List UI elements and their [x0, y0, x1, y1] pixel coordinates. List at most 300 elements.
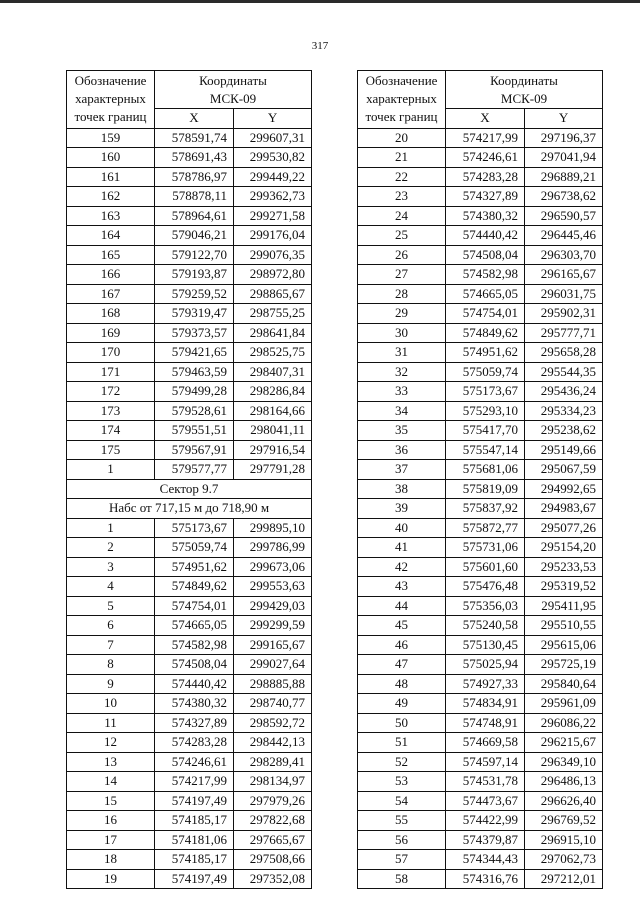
- header-line: Обозначение: [365, 73, 438, 89]
- x-coordinate-cell: 574246,61: [155, 752, 234, 772]
- point-id-cell: 160: [67, 148, 155, 168]
- x-coordinate-cell: 579259,52: [155, 284, 234, 304]
- point-id-cell: 168: [67, 304, 155, 324]
- x-coordinate-cell: 575059,74: [155, 538, 234, 558]
- y-coordinate-cell: 299429,03: [234, 596, 312, 616]
- y-coordinate-cell: 299449,22: [234, 167, 312, 187]
- x-coordinate-cell: 574951,62: [155, 557, 234, 577]
- y-coordinate-cell: 295436,24: [525, 382, 603, 402]
- header-row: [358, 71, 603, 109]
- x-coordinate-cell: 574246,61: [446, 148, 525, 168]
- table-row: [358, 148, 603, 168]
- y-coordinate-cell: 296915,10: [525, 830, 603, 850]
- point-id-cell: 40: [358, 518, 446, 538]
- table-row: [358, 733, 603, 753]
- x-coordinate-cell: 579193,87: [155, 265, 234, 285]
- point-id-cell: 169: [67, 323, 155, 343]
- y-coordinate-cell: 295961,09: [525, 694, 603, 714]
- table-row: [358, 479, 603, 499]
- y-coordinate-cell: 296349,10: [525, 752, 603, 772]
- table-row: [67, 850, 312, 870]
- point-id-cell: 32: [358, 362, 446, 382]
- point-id-cell: 17: [67, 830, 155, 850]
- x-coordinate-cell: 575601,60: [446, 557, 525, 577]
- point-id-cell: 164: [67, 226, 155, 246]
- table-row: [358, 226, 603, 246]
- point-id-cell: 19: [67, 869, 155, 889]
- x-coordinate-cell: 574508,04: [446, 245, 525, 265]
- point-id-cell: 162: [67, 187, 155, 207]
- point-id-cell: 53: [358, 772, 446, 792]
- table-row: [358, 460, 603, 480]
- table-row: [358, 421, 603, 441]
- table-row: [358, 206, 603, 226]
- point-id-cell: 27: [358, 265, 446, 285]
- y-coordinate-cell: 298740,77: [234, 694, 312, 714]
- coordinates-header: [446, 71, 603, 109]
- table-row: [67, 791, 312, 811]
- x-coordinate-cell: 574185,17: [155, 811, 234, 831]
- table-row: [67, 694, 312, 714]
- x-coordinate-cell: 574582,98: [155, 635, 234, 655]
- y-coordinate-cell: 299530,82: [234, 148, 312, 168]
- point-id-cell: 57: [358, 850, 446, 870]
- point-id-cell: 11: [67, 713, 155, 733]
- point-id-cell: 12: [67, 733, 155, 753]
- x-coordinate-cell: 575173,67: [155, 518, 234, 538]
- y-coordinate-cell: 299271,58: [234, 206, 312, 226]
- point-id-cell: 23: [358, 187, 446, 207]
- y-coordinate-cell: 297979,26: [234, 791, 312, 811]
- table-row: [358, 284, 603, 304]
- table-row: [67, 635, 312, 655]
- table-row: [67, 772, 312, 792]
- y-coordinate-cell: 296031,75: [525, 284, 603, 304]
- table-row: [67, 382, 312, 402]
- x-coordinate-cell: 574316,76: [446, 869, 525, 889]
- point-id-cell: 159: [67, 128, 155, 148]
- table-row: [358, 791, 603, 811]
- table-row: [67, 167, 312, 187]
- y-coordinate-cell: 297196,37: [525, 128, 603, 148]
- x-coordinate-cell: 574283,28: [446, 167, 525, 187]
- table-row: [358, 167, 603, 187]
- table-row: [67, 596, 312, 616]
- table-row: [358, 811, 603, 831]
- point-id-cell: 48: [358, 674, 446, 694]
- table-row: [358, 616, 603, 636]
- table-row: [67, 148, 312, 168]
- y-coordinate-cell: 295233,53: [525, 557, 603, 577]
- point-id-cell: 2: [67, 538, 155, 558]
- coordinates-header: [155, 71, 312, 109]
- x-coordinate-cell: 579373,57: [155, 323, 234, 343]
- y-coordinate-cell: 297062,73: [525, 850, 603, 870]
- x-coordinate-cell: 574283,28: [155, 733, 234, 753]
- y-coordinate-cell: 298972,80: [234, 265, 312, 285]
- y-coordinate-cell: 297822,68: [234, 811, 312, 831]
- y-coordinate-cell: 296738,62: [525, 187, 603, 207]
- sector-subtitle-row: [67, 499, 312, 519]
- table-row: [67, 440, 312, 460]
- point-id-cell: 30: [358, 323, 446, 343]
- point-id-cell: 172: [67, 382, 155, 402]
- table-row: [67, 518, 312, 538]
- sector-block: [67, 479, 312, 518]
- x-coordinate-cell: 578878,11: [155, 187, 234, 207]
- point-id-cell: 10: [67, 694, 155, 714]
- point-id-cell: 54: [358, 791, 446, 811]
- x-coordinate-cell: 574834,91: [446, 694, 525, 714]
- x-coordinate-cell: 578691,43: [155, 148, 234, 168]
- table-row: [67, 206, 312, 226]
- table-row: [358, 382, 603, 402]
- y-coordinate-cell: 299673,06: [234, 557, 312, 577]
- table-row: [67, 713, 312, 733]
- x-coordinate-cell: 579577,77: [155, 460, 234, 480]
- y-coordinate-cell: 295510,55: [525, 616, 603, 636]
- point-id-cell: 49: [358, 694, 446, 714]
- y-coordinate-cell: 298592,72: [234, 713, 312, 733]
- table-row: [67, 187, 312, 207]
- y-coordinate-cell: 295725,19: [525, 655, 603, 675]
- x-coordinate-cell: 574754,01: [446, 304, 525, 324]
- table-row: [67, 577, 312, 597]
- table-row: [358, 713, 603, 733]
- y-coordinate-cell: 295902,31: [525, 304, 603, 324]
- y-coordinate-cell: 299176,04: [234, 226, 312, 246]
- y-coordinate-cell: 295067,59: [525, 460, 603, 480]
- table-row: [67, 752, 312, 772]
- table-row: [358, 772, 603, 792]
- y-coordinate-cell: 299607,31: [234, 128, 312, 148]
- point-id-cell: 22: [358, 167, 446, 187]
- x-coordinate-cell: 579551,51: [155, 421, 234, 441]
- table-row: [67, 343, 312, 363]
- table-row: [358, 869, 603, 889]
- point-id-cell: 163: [67, 206, 155, 226]
- y-coordinate-cell: 298041,11: [234, 421, 312, 441]
- table-row: [358, 265, 603, 285]
- point-id-cell: 170: [67, 343, 155, 363]
- y-header: Y: [234, 109, 312, 129]
- x-coordinate-cell: 574665,05: [155, 616, 234, 636]
- y-coordinate-cell: 299895,10: [234, 518, 312, 538]
- table-row: [358, 304, 603, 324]
- header-line: МСК-09: [209, 90, 257, 106]
- coordinates-table-right: [357, 70, 603, 889]
- table-row: [67, 460, 312, 480]
- point-id-cell: 171: [67, 362, 155, 382]
- header-line: Координаты: [490, 72, 558, 88]
- x-coordinate-cell: 574748,91: [446, 713, 525, 733]
- table-row: [67, 811, 312, 831]
- x-coordinate-cell: 574197,49: [155, 869, 234, 889]
- x-coordinate-cell: 574327,89: [446, 187, 525, 207]
- point-id-cell: 55: [358, 811, 446, 831]
- table-row: [358, 694, 603, 714]
- y-coordinate-cell: 295077,26: [525, 518, 603, 538]
- x-coordinate-cell: 575025,94: [446, 655, 525, 675]
- point-id-cell: 9: [67, 674, 155, 694]
- table-row: [358, 518, 603, 538]
- y-coordinate-cell: 297508,66: [234, 850, 312, 870]
- x-coordinate-cell: 574473,67: [446, 791, 525, 811]
- point-id-cell: 25: [358, 226, 446, 246]
- x-coordinate-cell: 574379,87: [446, 830, 525, 850]
- table-row: [67, 869, 312, 889]
- point-id-cell: 47: [358, 655, 446, 675]
- table-row: [358, 596, 603, 616]
- point-id-cell: 3: [67, 557, 155, 577]
- table-row: [67, 323, 312, 343]
- table-row: [358, 499, 603, 519]
- x-coordinate-cell: 574197,49: [155, 791, 234, 811]
- x-coordinate-cell: 575240,58: [446, 616, 525, 636]
- x-coordinate-cell: 575819,09: [446, 479, 525, 499]
- x-coordinate-cell: 575173,67: [446, 382, 525, 402]
- point-id-cell: 4: [67, 577, 155, 597]
- x-coordinate-cell: 574849,62: [155, 577, 234, 597]
- y-coordinate-cell: 298286,84: [234, 382, 312, 402]
- y-coordinate-cell: 295319,52: [525, 577, 603, 597]
- table-row: [67, 616, 312, 636]
- x-coordinate-cell: 579319,47: [155, 304, 234, 324]
- page-top-border: [0, 0, 640, 3]
- y-coordinate-cell: 298442,13: [234, 733, 312, 753]
- point-id-cell: 13: [67, 752, 155, 772]
- point-id-cell: 52: [358, 752, 446, 772]
- x-coordinate-cell: 574440,42: [155, 674, 234, 694]
- point-id-cell: 18: [67, 850, 155, 870]
- point-id-cell: 29: [358, 304, 446, 324]
- point-id-cell: 20: [358, 128, 446, 148]
- y-coordinate-cell: 298407,31: [234, 362, 312, 382]
- table-row: [358, 655, 603, 675]
- x-coordinate-cell: 579122,70: [155, 245, 234, 265]
- x-coordinate-cell: 575837,92: [446, 499, 525, 519]
- x-coordinate-cell: 578964,61: [155, 206, 234, 226]
- x-coordinate-cell: 575130,45: [446, 635, 525, 655]
- x-coordinate-cell: 575681,06: [446, 460, 525, 480]
- y-coordinate-cell: 298641,84: [234, 323, 312, 343]
- table-row: [67, 557, 312, 577]
- table-row: [358, 245, 603, 265]
- table-row: [67, 674, 312, 694]
- y-coordinate-cell: 296445,46: [525, 226, 603, 246]
- point-designation-header: [67, 71, 155, 129]
- point-id-cell: 167: [67, 284, 155, 304]
- y-coordinate-cell: 295615,06: [525, 635, 603, 655]
- y-coordinate-cell: 296626,40: [525, 791, 603, 811]
- point-designation-header: [358, 71, 446, 129]
- y-coordinate-cell: 294992,65: [525, 479, 603, 499]
- x-coordinate-cell: 574665,05: [446, 284, 525, 304]
- x-coordinate-cell: 575547,14: [446, 440, 525, 460]
- table-row: [67, 226, 312, 246]
- y-coordinate-cell: 295840,64: [525, 674, 603, 694]
- table-row: [67, 401, 312, 421]
- point-id-cell: 173: [67, 401, 155, 421]
- right-table-body: [358, 128, 603, 889]
- x-coordinate-cell: 575731,06: [446, 538, 525, 558]
- header-line: точек границ: [365, 109, 438, 125]
- x-coordinate-cell: 574217,99: [155, 772, 234, 792]
- x-coordinate-cell: 574185,17: [155, 850, 234, 870]
- point-id-cell: 166: [67, 265, 155, 285]
- sector-title: Сектор 9.7: [67, 479, 312, 499]
- x-coordinate-cell: 579463,59: [155, 362, 234, 382]
- table-row: [67, 733, 312, 753]
- table-row: [358, 362, 603, 382]
- point-id-cell: 36: [358, 440, 446, 460]
- x-coordinate-cell: 574508,04: [155, 655, 234, 675]
- point-id-cell: 14: [67, 772, 155, 792]
- point-id-cell: 165: [67, 245, 155, 265]
- table-row: [67, 284, 312, 304]
- table-row: [67, 655, 312, 675]
- x-coordinate-cell: 574217,99: [446, 128, 525, 148]
- table-row: [358, 557, 603, 577]
- y-coordinate-cell: 298134,97: [234, 772, 312, 792]
- table-row: [358, 635, 603, 655]
- y-coordinate-cell: 296303,70: [525, 245, 603, 265]
- y-coordinate-cell: 299027,64: [234, 655, 312, 675]
- x-coordinate-cell: 574380,32: [155, 694, 234, 714]
- table-row: [358, 440, 603, 460]
- x-coordinate-cell: 579567,91: [155, 440, 234, 460]
- point-id-cell: 175: [67, 440, 155, 460]
- y-coordinate-cell: 299076,35: [234, 245, 312, 265]
- y-coordinate-cell: 297916,54: [234, 440, 312, 460]
- table-row: [358, 343, 603, 363]
- x-coordinate-cell: 574927,33: [446, 674, 525, 694]
- x-coordinate-cell: 575293,10: [446, 401, 525, 421]
- y-coordinate-cell: 297212,01: [525, 869, 603, 889]
- x-coordinate-cell: 579421,65: [155, 343, 234, 363]
- y-coordinate-cell: 297791,28: [234, 460, 312, 480]
- y-coordinate-cell: 295544,35: [525, 362, 603, 382]
- table-row: [358, 752, 603, 772]
- point-id-cell: 41: [358, 538, 446, 558]
- point-id-cell: 24: [358, 206, 446, 226]
- point-id-cell: 28: [358, 284, 446, 304]
- x-header: X: [446, 109, 525, 129]
- x-coordinate-cell: 579046,21: [155, 226, 234, 246]
- header-row: [67, 71, 312, 109]
- point-id-cell: 16: [67, 811, 155, 831]
- point-id-cell: 50: [358, 713, 446, 733]
- point-id-cell: 161: [67, 167, 155, 187]
- sector-subtitle: Набс от 717,15 м до 718,90 м: [67, 499, 312, 519]
- y-coordinate-cell: 296486,13: [525, 772, 603, 792]
- table-row: [67, 830, 312, 850]
- header-line: точек границ: [74, 109, 147, 125]
- left-table-body-top: [67, 128, 312, 479]
- y-coordinate-cell: 299165,67: [234, 635, 312, 655]
- point-id-cell: 46: [358, 635, 446, 655]
- table-row: [358, 674, 603, 694]
- point-id-cell: 39: [358, 499, 446, 519]
- point-id-cell: 5: [67, 596, 155, 616]
- y-coordinate-cell: 298164,66: [234, 401, 312, 421]
- x-coordinate-cell: 574344,43: [446, 850, 525, 870]
- sector-title-row: [67, 479, 312, 499]
- point-id-cell: 34: [358, 401, 446, 421]
- x-coordinate-cell: 574754,01: [155, 596, 234, 616]
- point-id-cell: 174: [67, 421, 155, 441]
- y-coordinate-cell: 299362,73: [234, 187, 312, 207]
- table-row: [358, 128, 603, 148]
- y-coordinate-cell: 296769,52: [525, 811, 603, 831]
- point-id-cell: 8: [67, 655, 155, 675]
- y-coordinate-cell: 295777,71: [525, 323, 603, 343]
- x-coordinate-cell: 574669,58: [446, 733, 525, 753]
- x-coordinate-cell: 578591,74: [155, 128, 234, 148]
- y-coordinate-cell: 297041,94: [525, 148, 603, 168]
- table-row: [67, 362, 312, 382]
- x-coordinate-cell: 579528,61: [155, 401, 234, 421]
- table-row: [67, 304, 312, 324]
- x-coordinate-cell: 574597,14: [446, 752, 525, 772]
- point-id-cell: 26: [358, 245, 446, 265]
- x-coordinate-cell: 574380,32: [446, 206, 525, 226]
- header-line: Обозначение: [74, 73, 147, 89]
- y-coordinate-cell: 298755,25: [234, 304, 312, 324]
- y-coordinate-cell: 299553,63: [234, 577, 312, 597]
- y-coordinate-cell: 298865,67: [234, 284, 312, 304]
- x-coordinate-cell: 574327,89: [155, 713, 234, 733]
- y-coordinate-cell: 298525,75: [234, 343, 312, 363]
- table-row: [358, 538, 603, 558]
- y-coordinate-cell: 298289,41: [234, 752, 312, 772]
- point-id-cell: 37: [358, 460, 446, 480]
- point-id-cell: 43: [358, 577, 446, 597]
- y-coordinate-cell: 296889,21: [525, 167, 603, 187]
- x-coordinate-cell: 575872,77: [446, 518, 525, 538]
- point-id-cell: 38: [358, 479, 446, 499]
- x-coordinate-cell: 574181,06: [155, 830, 234, 850]
- y-coordinate-cell: 294983,67: [525, 499, 603, 519]
- point-id-cell: 31: [358, 343, 446, 363]
- header-line: характерных: [366, 91, 437, 107]
- header-line: МСК-09: [500, 90, 548, 106]
- y-header: Y: [525, 109, 603, 129]
- table-row: [358, 577, 603, 597]
- x-coordinate-cell: 575417,70: [446, 421, 525, 441]
- point-id-cell: 15: [67, 791, 155, 811]
- point-id-cell: 35: [358, 421, 446, 441]
- table-row: [67, 265, 312, 285]
- y-coordinate-cell: 295154,20: [525, 538, 603, 558]
- x-coordinate-cell: 575356,03: [446, 596, 525, 616]
- y-coordinate-cell: 295411,95: [525, 596, 603, 616]
- table-row: [358, 323, 603, 343]
- table-row: [67, 128, 312, 148]
- point-id-cell: 42: [358, 557, 446, 577]
- y-coordinate-cell: 295658,28: [525, 343, 603, 363]
- x-coordinate-cell: 579499,28: [155, 382, 234, 402]
- coordinates-table-left: [66, 70, 312, 889]
- x-coordinate-cell: 578786,97: [155, 167, 234, 187]
- table-row: [358, 187, 603, 207]
- x-coordinate-cell: 574440,42: [446, 226, 525, 246]
- table-row: [67, 245, 312, 265]
- table-row: [358, 830, 603, 850]
- point-id-cell: 7: [67, 635, 155, 655]
- table-row: [358, 401, 603, 421]
- point-id-cell: 45: [358, 616, 446, 636]
